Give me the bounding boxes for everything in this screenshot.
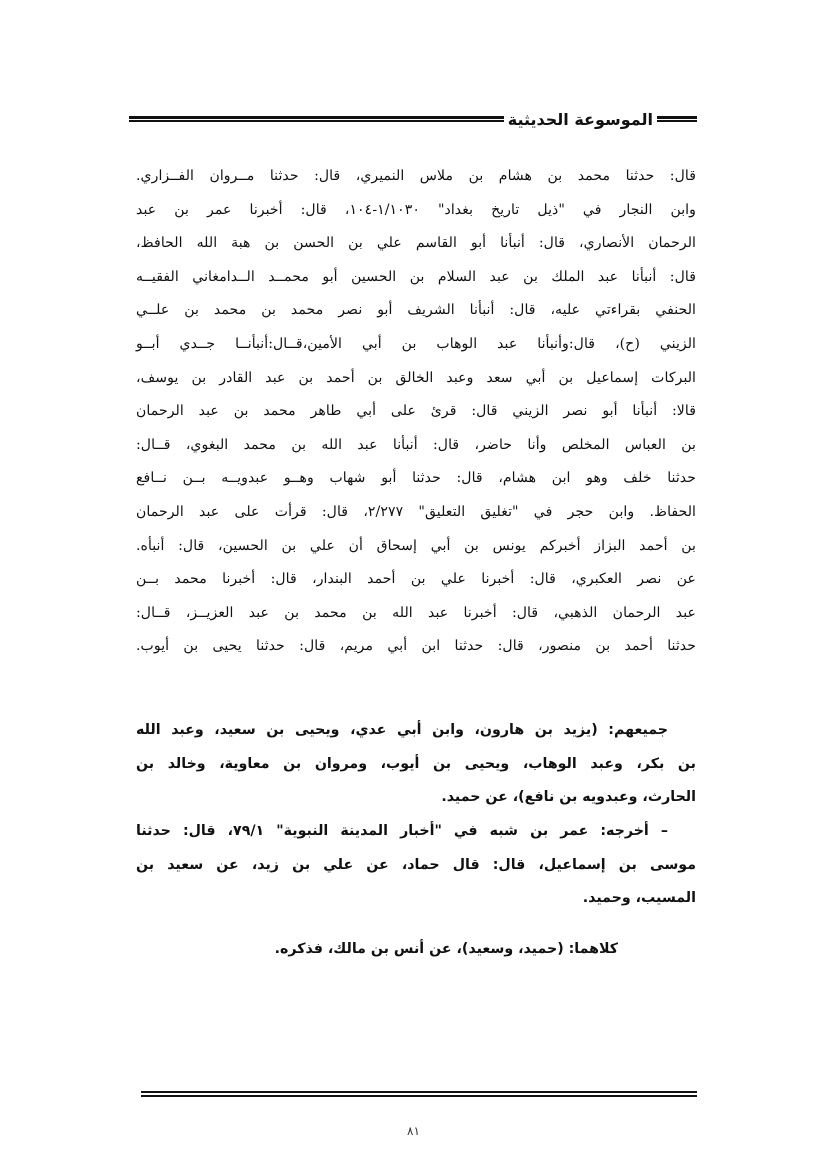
- text-line: حدثنا أحمد بن منصور، قال: حدثنا ابن أبي مريم، قال: حدثنا يحيى بن أيوب.: [136, 638, 696, 655]
- text-line: الرحمان الأنصاري، قال: أنبأنا أبو القاسم علي بن الحسن بن هبة الله الحافظ،: [136, 235, 696, 252]
- conclusion-line: كلاهما: (حميد، وسعيد)، عن أنس بن مالك، فذكره.: [274, 941, 618, 957]
- page-header: [129, 104, 697, 134]
- header-rule-left: [129, 116, 504, 122]
- summary-block: [136, 714, 696, 815]
- text-line: حدثنا خلف وهو ابن هشام، قال: حدثنا أبو شهاب وهــو عبدويــه بــن نــافع: [136, 470, 696, 487]
- header-rule-right: [657, 116, 697, 122]
- text-line: بن بكر، وعبد الوهاب، ويحيى بن أيوب، ومروان بن معاوية، وخالد بن: [136, 755, 696, 772]
- text-line: – أخرجه: عمر بن شبه في "أخبار المدينة النبوية" ٧٩/١، قال: حدثنا: [136, 823, 668, 839]
- conclusion-block: [136, 933, 696, 967]
- text-line: الحنفي بقراءتي عليه، قال: أنبأنا الشريف أبو نصر محمد بن محمد بن علــي: [136, 302, 696, 319]
- text-line: عبد الرحمان الذهبي، قال: أخبرنا عبد الله بن محمد بن عبد العزيــز، قــال:: [136, 604, 696, 621]
- text-line: جميعهم: (يزيد بن هارون، وابن أبي عدي، ويحيى بن سعيد، وعبد الله: [136, 722, 668, 738]
- hadith-chain-paragraph: [136, 160, 696, 664]
- text-line: بن أحمد البزاز أخبركم يونس بن أبي إسحاق أن علي بن الحسين، قال: أنبأه.: [136, 537, 696, 554]
- text-line: قال: أنبأنا عبد الملك بن عبد السلام بن الحسين أبو محمــد الــدامغاني الفقيــه: [136, 268, 696, 285]
- text-line: الزيني (ح)، قال:وأنبأنا عبد الوهاب بن أبي الأمين،قــال:أنبأنــا جــدي أبــو: [136, 335, 696, 352]
- text-line: عن نصر العكبري، قال: أخبرنا علي بن أحمد البندار، قال: أخبرنا محمد بــن: [136, 571, 696, 588]
- page-title: الموسوعة الحديثية: [507, 109, 653, 129]
- footer-rule: [141, 1091, 697, 1097]
- text-line: وابن النجار في "ذيل تاريخ بغداد" ١/١٠٣٠-١٠٤، قال: أخبرنا عمر بن عبد: [136, 201, 696, 218]
- text-line: قالا: أنبأنا أبو نصر الزيني قال: قرئ على أبي طاهر محمد بن عبد الرحمان: [136, 403, 696, 420]
- text-line: الحفاظ. وابن حجر في "تغليق التعليق" ٢/٢٧٧، قال: قرأت على عبد الرحمان: [136, 503, 696, 520]
- text-line: المسيب، وحميد.: [582, 890, 696, 907]
- text-line: بن العباس المخلص وأنا حاضر، قال: أنبأنا عبد الله بن محمد البغوي، قــال:: [136, 436, 696, 453]
- text-line: الحارث، وعبدويه بن نافع)، عن حميد.: [441, 789, 696, 806]
- text-line: موسى بن إسماعيل، قال: قال حماد، عن علي بن زيد، عن سعيد بن: [136, 856, 696, 873]
- text-line: قال: حدثنا محمد بن هشام بن ملاس النميري، قال: حدثنا مــروان الفــزاري.: [136, 168, 696, 184]
- page-number: ٨١: [407, 1124, 420, 1138]
- text-line: البركات إسماعيل بن أبي سعد وعبد الخالق بن أحمد بن عبد القادر بن يوسف،: [136, 369, 696, 386]
- takhrij-block: [136, 815, 696, 916]
